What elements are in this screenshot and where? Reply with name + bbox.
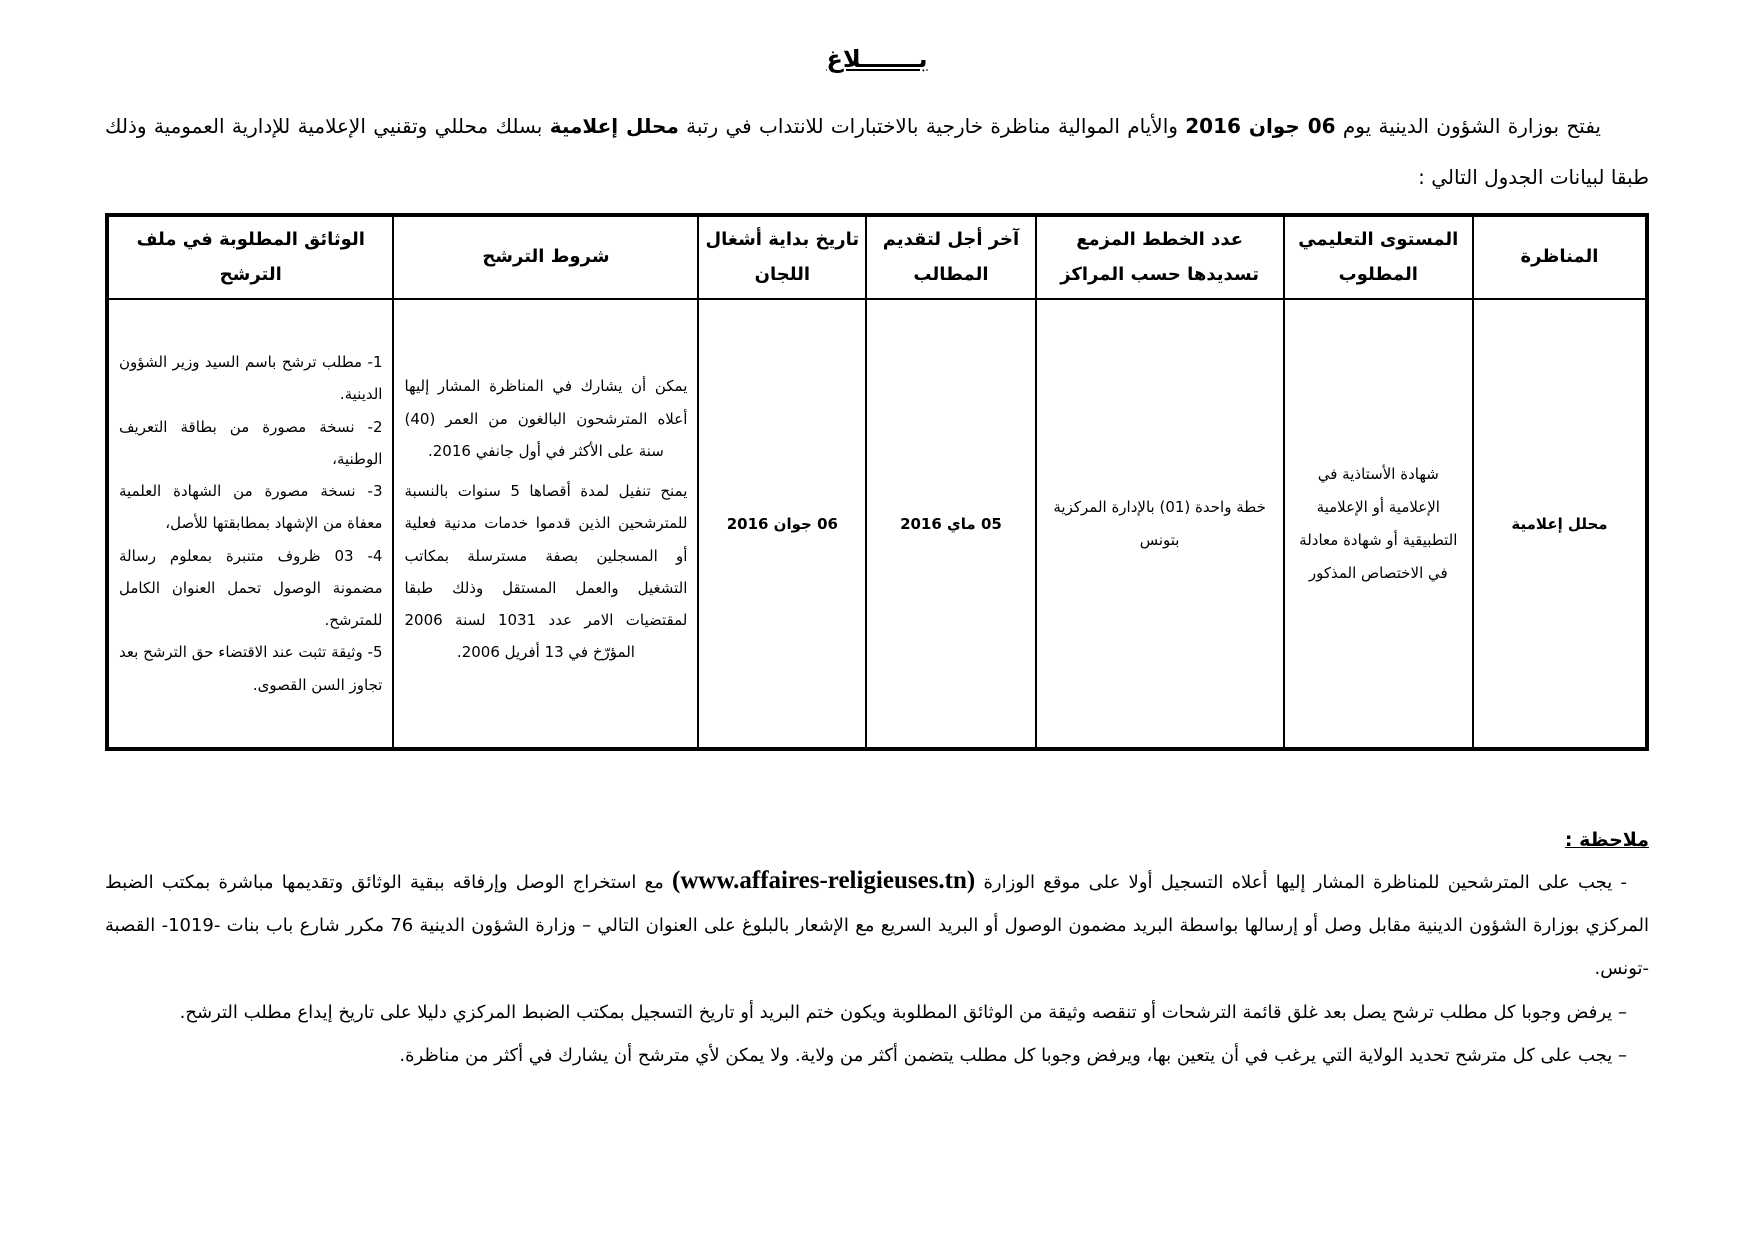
cell-committee-start-date: 06 جوان 2016	[698, 299, 866, 749]
announcement-table	[105, 213, 1649, 751]
intro-text-1: يفتح بوزارة الشؤون الدينية يوم	[1335, 114, 1601, 138]
header-education-level: المستوى التعليمي المطلوب	[1284, 215, 1473, 299]
note1-text-1: - يجب على المترشحين للمناظرة المشار إليها أعلاه التسجيل أولا على موقع الوزارة	[975, 872, 1627, 893]
intro-text-2: والأيام الموالية مناظرة خارجية بالاختبارات للانتداب في رتبة	[678, 114, 1186, 138]
cell-education-level: شهادة الأستاذية في الإعلامية أو الإعلامية التطبيقية أو شهادة معادلة في الاختصاص المذكور	[1284, 299, 1473, 749]
intro-rank: محلل إعلامية	[549, 114, 679, 138]
intro-text-3: بسلك محللي وتقنيي الإعلامية للإدارية العمومية وذلك طبقا لبيانات الجدول التالي :	[105, 114, 1649, 189]
intro-paragraph	[105, 101, 1649, 203]
header-application-deadline: آخر أجل لتقديم المطالب	[866, 215, 1035, 299]
page-title: بـــــــلاغ	[826, 45, 928, 73]
notes-heading: ملاحظة :	[1564, 829, 1649, 851]
cell-required-documents	[107, 299, 393, 749]
note-item-registration	[105, 861, 1649, 991]
condition-item: يمنح تنفيل لمدة أقصاها 5 سنوات بالنسبة للمترشحين الذين قدموا خدمات مدنية فعلية أو المسجلين بصفة مسترسلة بمكاتب التشغيل والعمل المستقل وذلك طبقا لمقتضيات الامر عدد 1031 لسنة 2006 المؤرّخ في 13 أفريل 2006.	[404, 482, 688, 662]
cell-application-deadline: 05 ماي 2016	[866, 299, 1035, 749]
header-positions-count: عدد الخطط المزمع تسديدها حسب المراكز	[1036, 215, 1284, 299]
document-item: 3- نسخة مصورة من الشهادة العلمية معفاة من الإشهاد بمطابقتها للأصل،	[119, 482, 383, 533]
header-competition: المناظرة	[1473, 215, 1647, 299]
cell-competition: محلل إعلامية	[1473, 299, 1647, 749]
note-item-rejection: – يرفض وجوبا كل مطلب ترشح يصل بعد غلق قائمة الترشحات أو تنقصه وثيقة من الوثائق المطلوبة ويكون ختم البريد أو تاريخ التسجيل بمكتب الضبط المركزي دليلا على تاريخ إيداع مطلب الترشح.	[179, 1001, 1627, 1023]
header-committee-start-date: تاريخ بداية أشغال اللجان	[698, 215, 866, 299]
document-item: 5- وثيقة تثبت عند الاقتضاء حق الترشح بعد تجاوز السن القصوى.	[119, 643, 383, 694]
note-item-governorate: – يجب على كل مترشح تحديد الولاية التي يرغب في أن يتعين بها، ويرفض وجوبا كل مطلب يتضمن أكثر من ولاية. ولا يمكن لأي مترشح أن يشارك في أكثر من مناظرة.	[399, 1044, 1627, 1066]
ministry-website-url: (www.affaires-religieuses.tn)	[672, 867, 976, 894]
table-header-row	[107, 215, 1647, 299]
header-conditions: شروط الترشح	[393, 215, 698, 299]
table-row	[107, 299, 1647, 749]
intro-exam-date: 06 جوان 2016	[1185, 114, 1336, 138]
notes-section	[105, 829, 1649, 1077]
document-item: 4- 03 ظروف متنبرة بمعلوم رسالة مضمونة الوصول تحمل العنوان الكامل للمترشح.	[119, 546, 383, 630]
note1-text-2: مع استخراج الوصل وإرفاقه ببقية الوثائق وتقديمها مباشرة بمكتب الضبط المركزي بوزارة الشؤون الدينية مقابل وصل أو إرسالها بواسطة البريد مضمون الوصول أو البريد السريع مع الإشعار بالبلوغ على العنوان التالي – وزارة الشؤون الدينية 76 مكرر شارع باب بنات -1019- القصبة -تونس.	[105, 872, 1650, 980]
header-required-documents: الوثائق المطلوبة في ملف الترشح	[107, 215, 393, 299]
cell-positions-count: خطة واحدة (01) بالإدارة المركزية بتونس	[1036, 299, 1284, 749]
document-item: 2- نسخة مصورة من بطاقة التعريف الوطنية،	[119, 417, 383, 468]
condition-item: يمكن أن يشارك في المناظرة المشار إليها أعلاه المترشحون البالغون من العمر (40) سنة على الأكثر في أول جانفي 2016.	[404, 377, 688, 460]
document-item: 1- مطلب ترشح باسم السيد وزير الشؤون الدينية.	[119, 353, 383, 404]
cell-conditions	[393, 299, 698, 749]
